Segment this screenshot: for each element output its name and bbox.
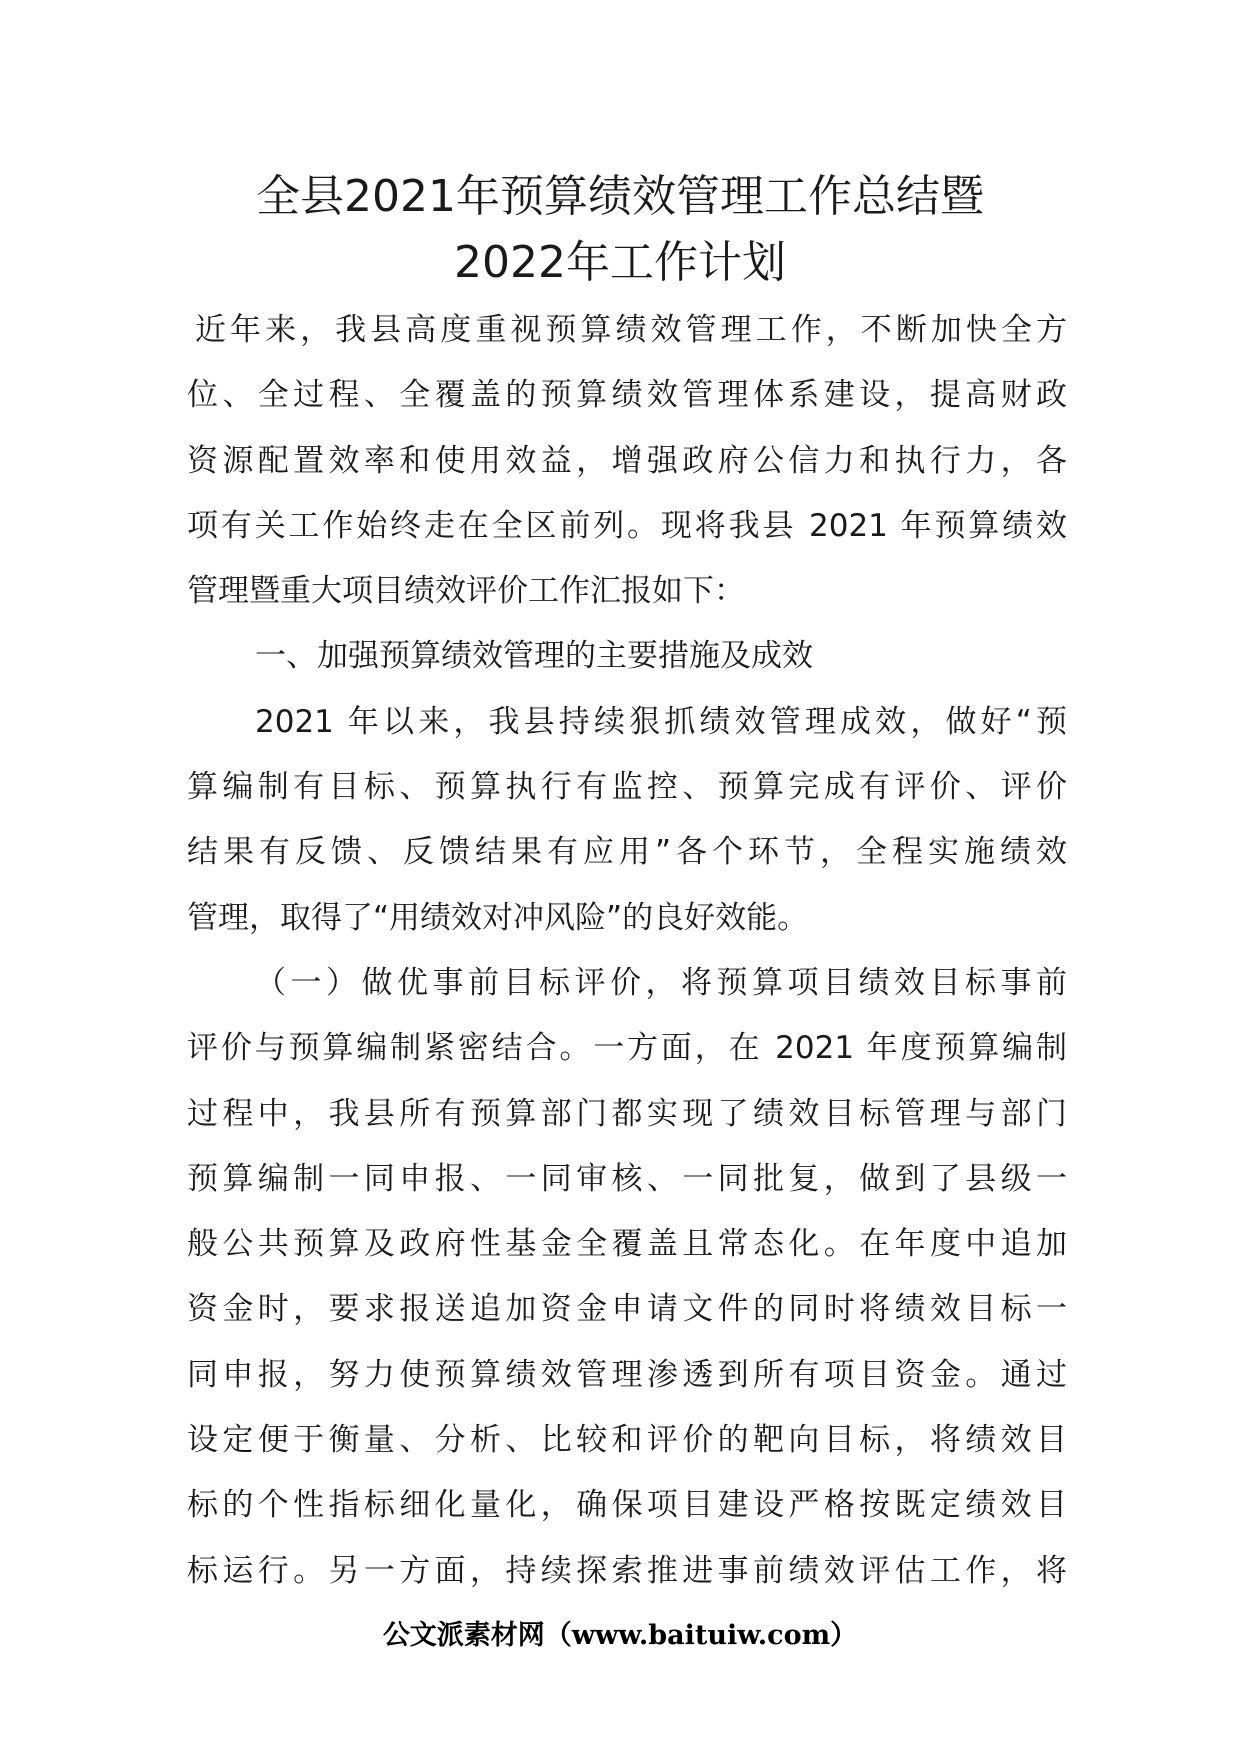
body-line: 资金时，要求报送追加资金申请文件的同时将绩效目标一: [187, 1291, 1067, 1328]
body-line: 同申报，努力使预算绩效管理渗透到所有项目资金。通过: [187, 1356, 1067, 1393]
body-line: 评价与预算编制紧密结合。一方面，在 2021 年度预算编制: [187, 1030, 1067, 1067]
body-line: 标运行。另一方面，持续探索推进事前绩效评估工作，将: [187, 1552, 1067, 1589]
body-line: 预算编制一同申报、一同审核、一同批复，做到了县级一: [187, 1160, 1067, 1197]
section-heading: 一、加强预算绩效管理的主要措施及成效: [255, 638, 813, 675]
body-line: 般公共预算及政府性基金全覆盖且常态化。在年度中追加: [187, 1226, 1067, 1263]
body-line: 算编制有目标、预算执行有监控、预算完成有评价、评价: [187, 769, 1067, 806]
body-line: 近年来，我县高度重视预算绩效管理工作，不断加快全方: [195, 312, 1067, 348]
document-title: [150, 164, 1090, 296]
body-line: 项有关工作始终走在全区前列。现将我县 2021 年预算绩效: [187, 507, 1067, 544]
body-line: 设定便于衡量、分析、比较和评价的靶向目标，将绩效目: [187, 1422, 1067, 1459]
body-line: 资源配置效率和使用效益，增强政府公信力和执行力，各: [187, 442, 1067, 479]
title-line-1: 全县2021年预算绩效管理工作总结暨: [256, 171, 984, 222]
footer-watermark: 公文派素材网（www.baituiw.com）: [382, 1620, 858, 1651]
title-line-2: 2022年工作计划: [454, 237, 786, 288]
body-line: 结果有反馈、反馈结果有应用”各个环节，全程实施绩效: [187, 834, 1067, 871]
body-line: 位、全过程、全覆盖的预算绩效管理体系建设，提高财政: [187, 377, 1067, 414]
body-line: 2021 年以来，我县持续狠抓绩效管理成效，做好“预: [255, 703, 1067, 740]
body-line: 管理，取得了“用绩效对冲风险”的良好效能。: [187, 899, 809, 936]
document-body: [187, 298, 1067, 1604]
body-line: 过程中，我县所有预算部门都实现了绩效目标管理与部门: [187, 1095, 1067, 1132]
body-line: 管理暨重大项目绩效评价工作汇报如下：: [187, 573, 745, 610]
body-line: 标的个性指标细化量化，确保项目建设严格按既定绩效目: [187, 1487, 1067, 1524]
subsection-line: （一）做优事前目标评价，将预算项目绩效目标事前: [255, 964, 1067, 1001]
